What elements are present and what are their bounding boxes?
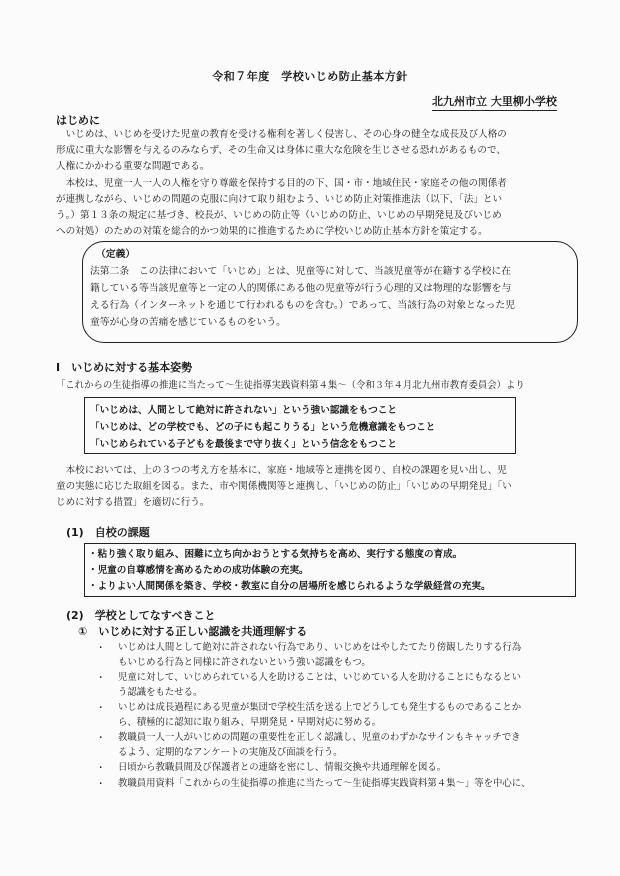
bullet-6: 教職員用資料「これからの生徒指導の推進に当たって～生徒指導実践資料第４集～」等を中心に、 — [118, 778, 531, 789]
bullet-3: いじめは成長過程にある児童が集団で学校生活を送る上でどうしても発生するものであることか ら、積極的に認知に取り組み、早期発見・早期対応に努める。 — [118, 702, 522, 728]
issue-1: ・粘り強く取り組み、困難に立ち向かおうとする気持ちを高め、実行する態度の育成。 — [88, 549, 463, 560]
principle-2: 「いじめは、どの学校でも、どの子にも起こりうる」という危機意識をもつこと — [90, 422, 436, 433]
document-title: 令和７年度 学校いじめ防止基本方針 — [212, 70, 408, 83]
bullet-dot: ・ — [96, 673, 106, 684]
bullet-5: 日頃から教職員間及び保護者との連絡を密にし、情報交換や共通理解を図る。 — [118, 762, 447, 773]
principle-1: 「いじめは、人間として絶対に許されない」という強い認識をもつこと — [90, 405, 397, 416]
issue-2: ・児童の自尊感情を高めるための成功体験の充実。 — [88, 565, 309, 576]
intro-heading: はじめに — [56, 114, 100, 127]
definition-label: （定義） — [96, 249, 136, 260]
bullet-dot: ・ — [96, 763, 106, 774]
bullet-dot: ・ — [96, 779, 106, 790]
section-1-source: 「これからの生徒指導の推進に当たって～生徒指導実践資料第４集～（令和３年４月北九州市教育委員会）より — [56, 380, 525, 391]
principle-3: 「いじめられている子どもを最後まで守り抜く」という信念をもつこと — [90, 439, 397, 450]
school-name: 北九州市立 大里柳小学校 — [432, 93, 557, 111]
sub-1-heading: (1) 自校の課題 — [66, 526, 150, 539]
bullet-dot: ・ — [96, 703, 106, 714]
section-1-body: 本校においては、上の３つの考え方を基本に、家庭・地域等と連携を図り、自校の課題を見い出し、児 童の実態に応じた取組を図る。また、市や関係機関等と連携し、「いじめの防止」「いじめの早期発見」「い じめに対する措置」を適切に行う。 — [56, 465, 512, 508]
bullet-1: いじめは人間として絶対に許されない行為であり、いじめをはやしたてたり傍観したりする行為 もいじめる行為と同様に許されないという強い認識をもつ。 — [118, 642, 522, 668]
intro-paragraph-1: いじめは、いじめを受けた児童の教育を受ける権利を著しく侵害し、その心身の健全な成長及び人格の 形成に重大な影響を与えるのみならず、その生命又は身体に重大な危険を生じさせる恐れがあるもので、 人権にかかわる重要な問題である。 — [56, 129, 507, 172]
intro-paragraph-2: 本校は、児童一人一人の人権を守り尊厳を保持する目的の下、国・市・地域住民・家庭その他の関係者 が連携しながら、いじめの問題の克服に向けて取り組むよう、いじめ防止対策推進法（以下、「法」とい う。）第１３条の規定に基づき、校長が、いじめの防止等（いじめの防止、いじめの早期発見及びいじめ への対処）のための対策を総合的かつ効果的に推進するために学校いじめ防止基本方針を策定する。 — [56, 178, 507, 237]
definition-text: 法第二条 この法律において「いじめ」とは、児童等に対して、当該児童等が在籍する学校に在 籍している等当該児童等と一定の人的関係にある他の児童等が行う心理的又は物理的な影響を与 える行為（インターネットを通じて行われるものを含む。）であって、当該行為の対象となった児 童等が心身の苦痛を感じているものをいう。 — [90, 266, 515, 328]
bullet-dot: ・ — [96, 643, 106, 654]
issue-3: ・よりよい人間関係を築き、学校・教室に自分の居場所を感じられるような学級経営の充実。 — [88, 581, 491, 592]
section-1-heading: Ⅰ いじめに対する基本姿勢 — [56, 361, 193, 374]
bullet-4: 教職員一人一人がいじめの問題の重要性を正しく認識し、児童のわずかなサインもキャッチでき るよう、定期的なアンケートの実施及び面談を行う。 — [118, 732, 521, 758]
sub-2-heading: (2) 学校としてなすべきこと — [66, 609, 216, 622]
bullet-2: 児童に対して、いじめられている人を助けることは、いじめている人を助けることにもなるとい う認識をもたせる。 — [118, 672, 521, 698]
bullet-dot: ・ — [96, 733, 106, 744]
sub-2-item-1: ① いじめに対する正しい認識を共通理解する — [78, 625, 308, 638]
